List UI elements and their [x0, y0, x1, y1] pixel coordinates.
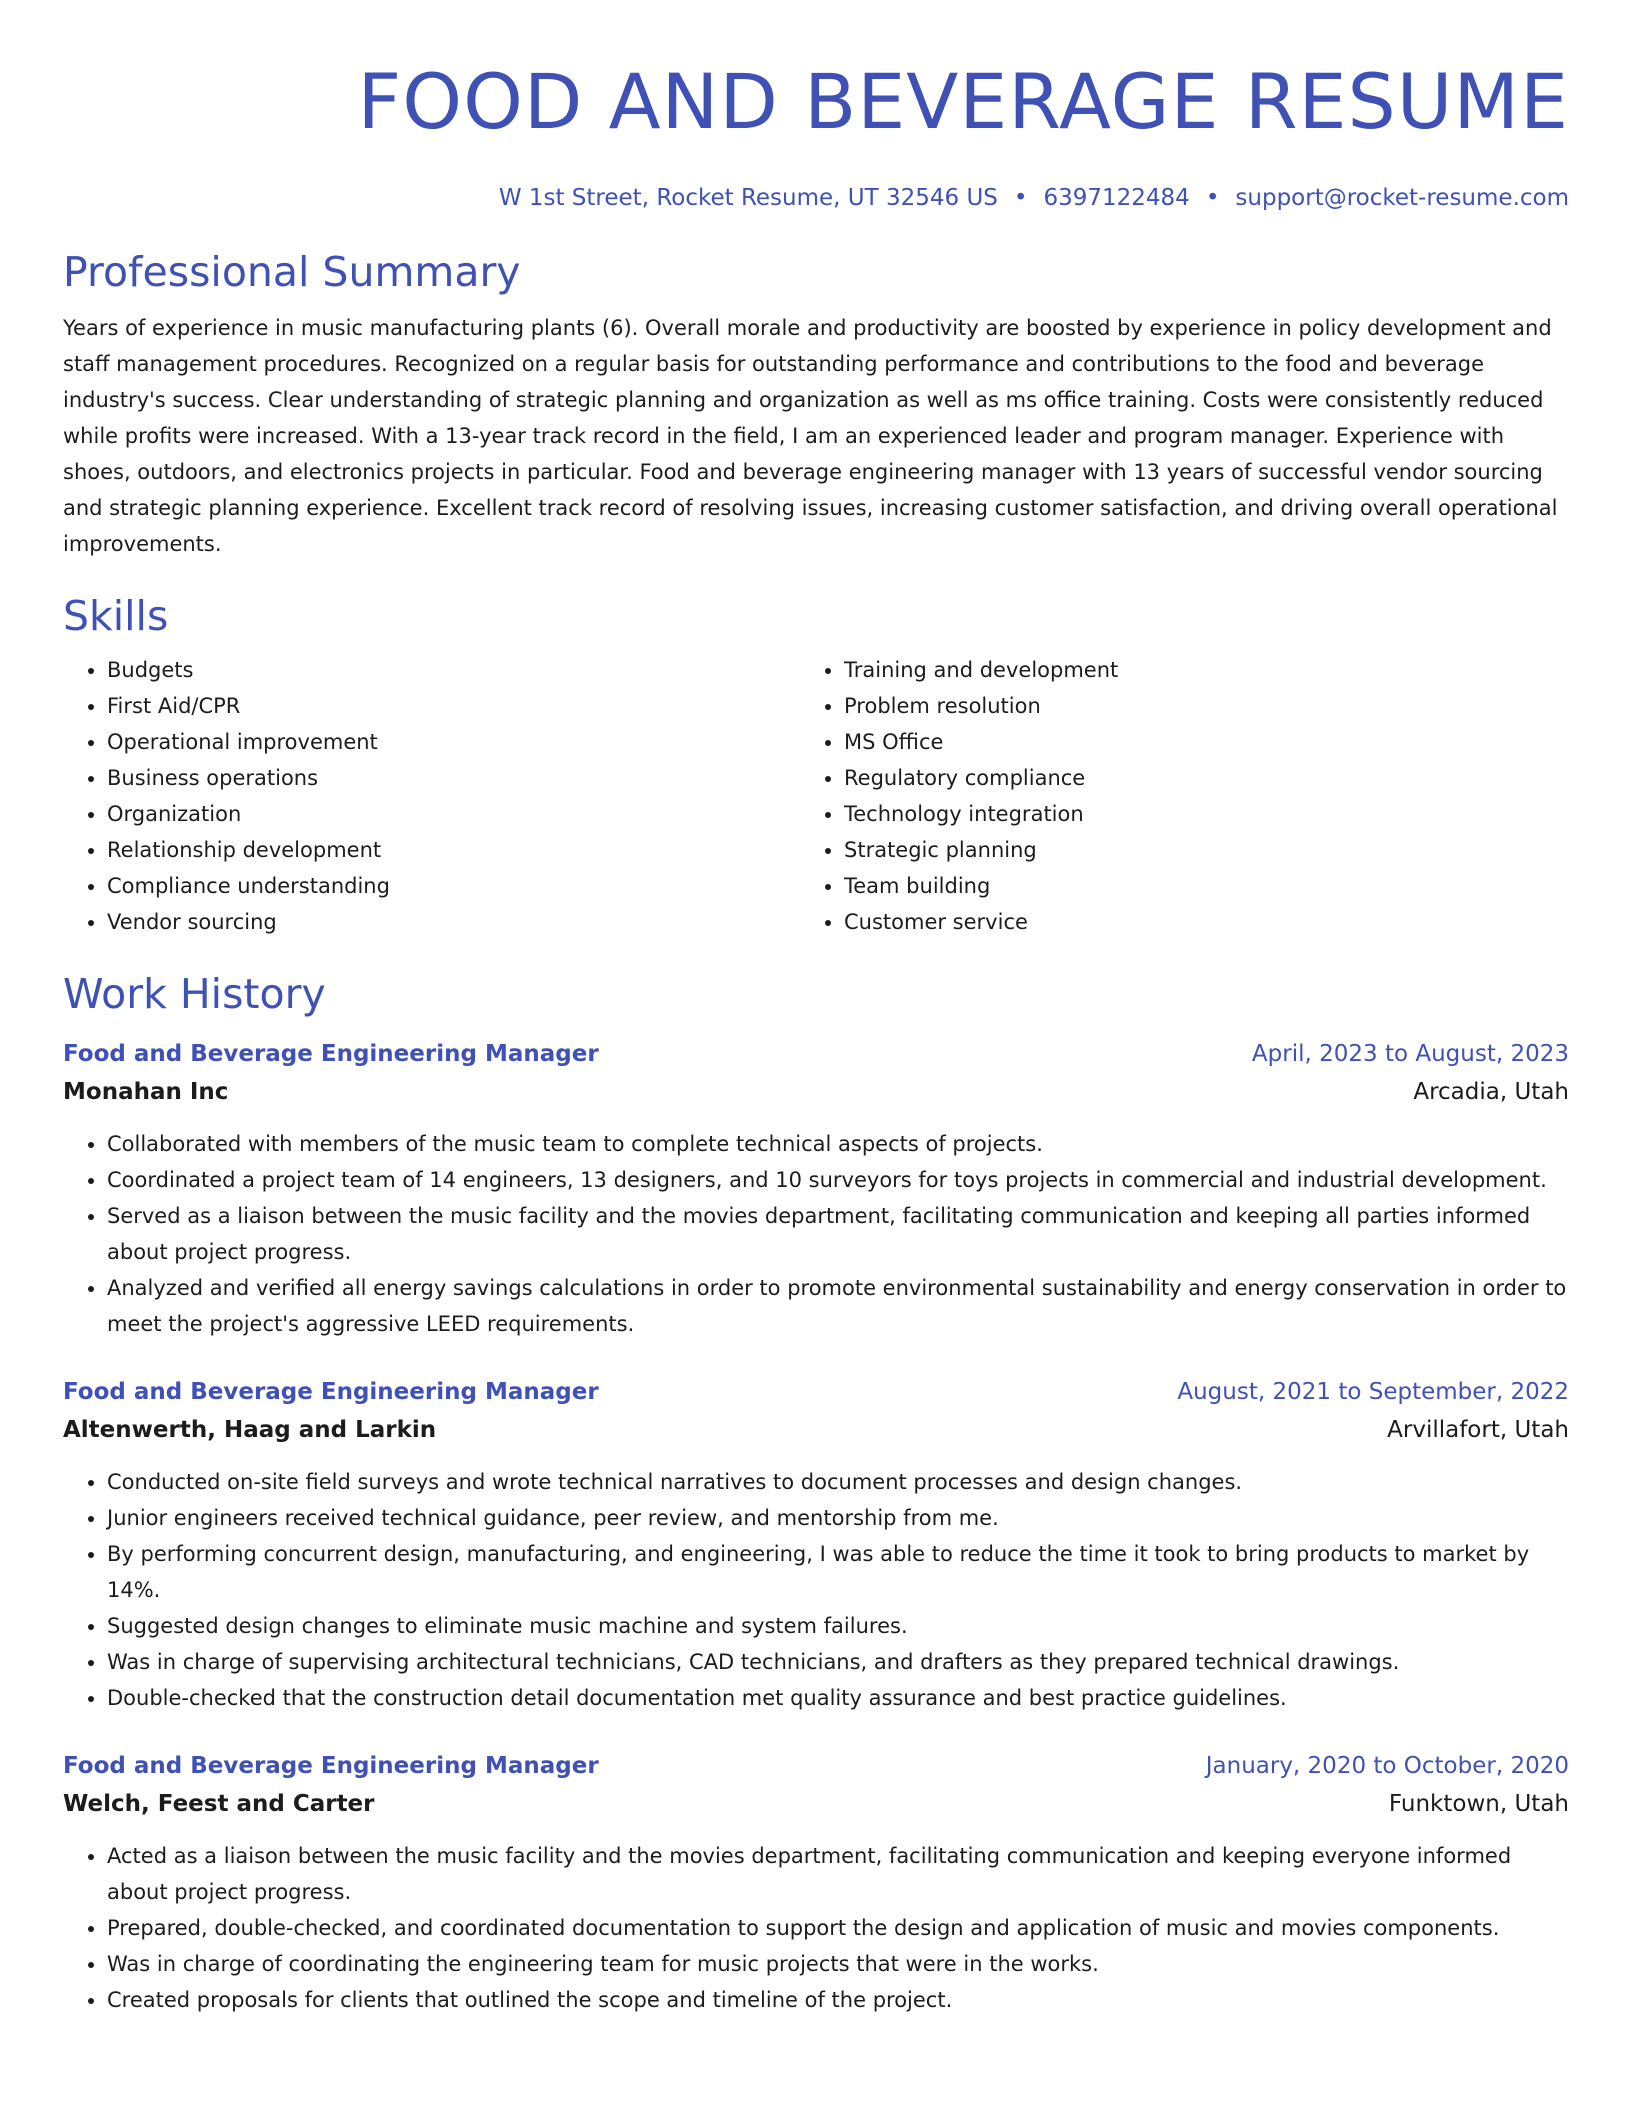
contact-separator: • — [1205, 185, 1220, 211]
skill-item: • Problem resolution — [844, 688, 1537, 724]
skill-item: • Regulatory compliance — [844, 760, 1537, 796]
contact-line — [63, 180, 1569, 216]
summary-heading: Professional Summary — [63, 248, 521, 296]
skill-item: • Organization — [107, 796, 800, 832]
job-bullet: • Prepared, double-checked, and coordinated documentation to support the design and application of music and movies components. — [107, 1910, 1569, 1946]
job-bullet: • Collaborated with members of the music team to complete technical aspects of projects. — [107, 1126, 1569, 1162]
job-location: Arvillafort, Utah — [1387, 1417, 1569, 1443]
job-location: Arcadia, Utah — [1413, 1079, 1569, 1105]
job-location: Funktown, Utah — [1388, 1791, 1569, 1817]
job-bullet: • Served as a liaison between the music facility and the movies department, facilitating communication and keeping all parties informed about project progress. — [107, 1198, 1569, 1270]
job-company: Welch, Feest and Carter — [63, 1791, 375, 1817]
work-history-heading: Work History — [63, 970, 326, 1018]
job-dates: January, 2020 to October, 2020 — [1205, 1753, 1569, 1779]
job-company: Altenwerth, Haag and Larkin — [63, 1417, 437, 1443]
job-bullet: • Created proposals for clients that outlined the scope and timeline of the project. — [107, 1982, 1569, 2018]
skill-item: • Compliance understanding — [107, 868, 800, 904]
skill-item: • First Aid/CPR — [107, 688, 800, 724]
skill-item: • Training and development — [844, 652, 1537, 688]
skill-item: • Customer service — [844, 904, 1537, 940]
job-company: Monahan Inc — [63, 1079, 229, 1105]
contact-separator: • — [1013, 185, 1028, 211]
skills-list-left — [63, 652, 800, 940]
professional-summary-section — [63, 244, 1569, 562]
skill-item: • Budgets — [107, 652, 800, 688]
job-bullet: • Junior engineers received technical guidance, peer review, and mentorship from me. — [107, 1500, 1569, 1536]
job-title: Food and Beverage Engineering Manager — [63, 1041, 599, 1067]
skills-heading: Skills — [63, 592, 169, 640]
work-history-section — [63, 966, 1569, 2018]
job-title: Food and Beverage Engineering Manager — [63, 1379, 599, 1405]
job-entry — [63, 1372, 1569, 1716]
job-bullet: • Suggested design changes to eliminate music machine and system failures. — [107, 1608, 1569, 1644]
job-title-row — [63, 1034, 1569, 1074]
skills-section — [63, 588, 1569, 940]
job-bullet-list — [63, 1464, 1569, 1716]
contact-phone: 6397122484 — [1043, 185, 1190, 211]
skills-list-right — [800, 652, 1537, 940]
job-company-row — [63, 1074, 1569, 1110]
resume-title: FOOD AND BEVERAGE RESUME — [357, 57, 1569, 146]
skills-grid — [63, 652, 1569, 940]
skill-item: • Technology integration — [844, 796, 1537, 832]
job-title: Food and Beverage Engineering Manager — [63, 1753, 599, 1779]
contact-address: W 1st Street, Rocket Resume, UT 32546 US — [498, 185, 998, 211]
skill-item: • MS Office — [844, 724, 1537, 760]
job-entry — [63, 1034, 1569, 1342]
job-dates: August, 2021 to September, 2022 — [1177, 1379, 1569, 1405]
job-company-row — [63, 1786, 1569, 1822]
job-bullet: • Was in charge of supervising architectural technicians, CAD technicians, and drafters as they prepared technical drawings. — [107, 1644, 1569, 1680]
resume-header — [63, 52, 1569, 216]
job-bullet-list — [63, 1838, 1569, 2018]
summary-text: Years of experience in music manufacturing plants (6). Overall morale and productivity are boosted by experience in policy development and staff management procedures. Recognized on a regular basis for outstanding performance and contributions to the food and beverage industry's success. Clear understanding of strategic planning and organization as well as ms office training. Costs were consistently reduced while profits were increased. With a 13-year track record in the field, I am an experienced leader and program manager. Experience with shoes, outdoors, and electronics projects in particular. Food and beverage engineering manager with 13 years of successful vendor sourcing and strategic planning experience. Excellent track record of resolving issues, increasing customer satisfaction, and driving overall operational improvements. — [63, 316, 1558, 556]
job-bullet: • Analyzed and verified all energy savings calculations in order to promote environmental sustainability and energy conservation in order to meet the project's aggressive LEED requirements. — [107, 1270, 1569, 1342]
job-dates: April, 2023 to August, 2023 — [1251, 1041, 1569, 1067]
job-bullet: • Double-checked that the construction detail documentation met quality assurance and best practice guidelines. — [107, 1680, 1569, 1716]
skill-item: • Relationship development — [107, 832, 800, 868]
skill-item: • Strategic planning — [844, 832, 1537, 868]
job-bullet: • Was in charge of coordinating the engineering team for music projects that were in the works. — [107, 1946, 1569, 1982]
job-company-row — [63, 1412, 1569, 1448]
skill-item: • Team building — [844, 868, 1537, 904]
job-entry — [63, 1746, 1569, 2018]
skill-item: • Vendor sourcing — [107, 904, 800, 940]
job-bullet: • Conducted on-site field surveys and wrote technical narratives to document processes and design changes. — [107, 1464, 1569, 1500]
job-title-row — [63, 1372, 1569, 1412]
skill-item: • Operational improvement — [107, 724, 800, 760]
job-bullet: • Coordinated a project team of 14 engineers, 13 designers, and 10 surveyors for toys projects in commercial and industrial development. — [107, 1162, 1569, 1198]
job-bullet-list — [63, 1126, 1569, 1342]
skill-item: • Business operations — [107, 760, 800, 796]
job-bullet: • Acted as a liaison between the music facility and the movies department, facilitating communication and keeping everyone informed about project progress. — [107, 1838, 1569, 1910]
job-title-row — [63, 1746, 1569, 1786]
job-bullet: • By performing concurrent design, manufacturing, and engineering, I was able to reduce the time it took to bring products to market by 14%. — [107, 1536, 1569, 1608]
contact-email: support@rocket-resume.com — [1235, 185, 1569, 211]
